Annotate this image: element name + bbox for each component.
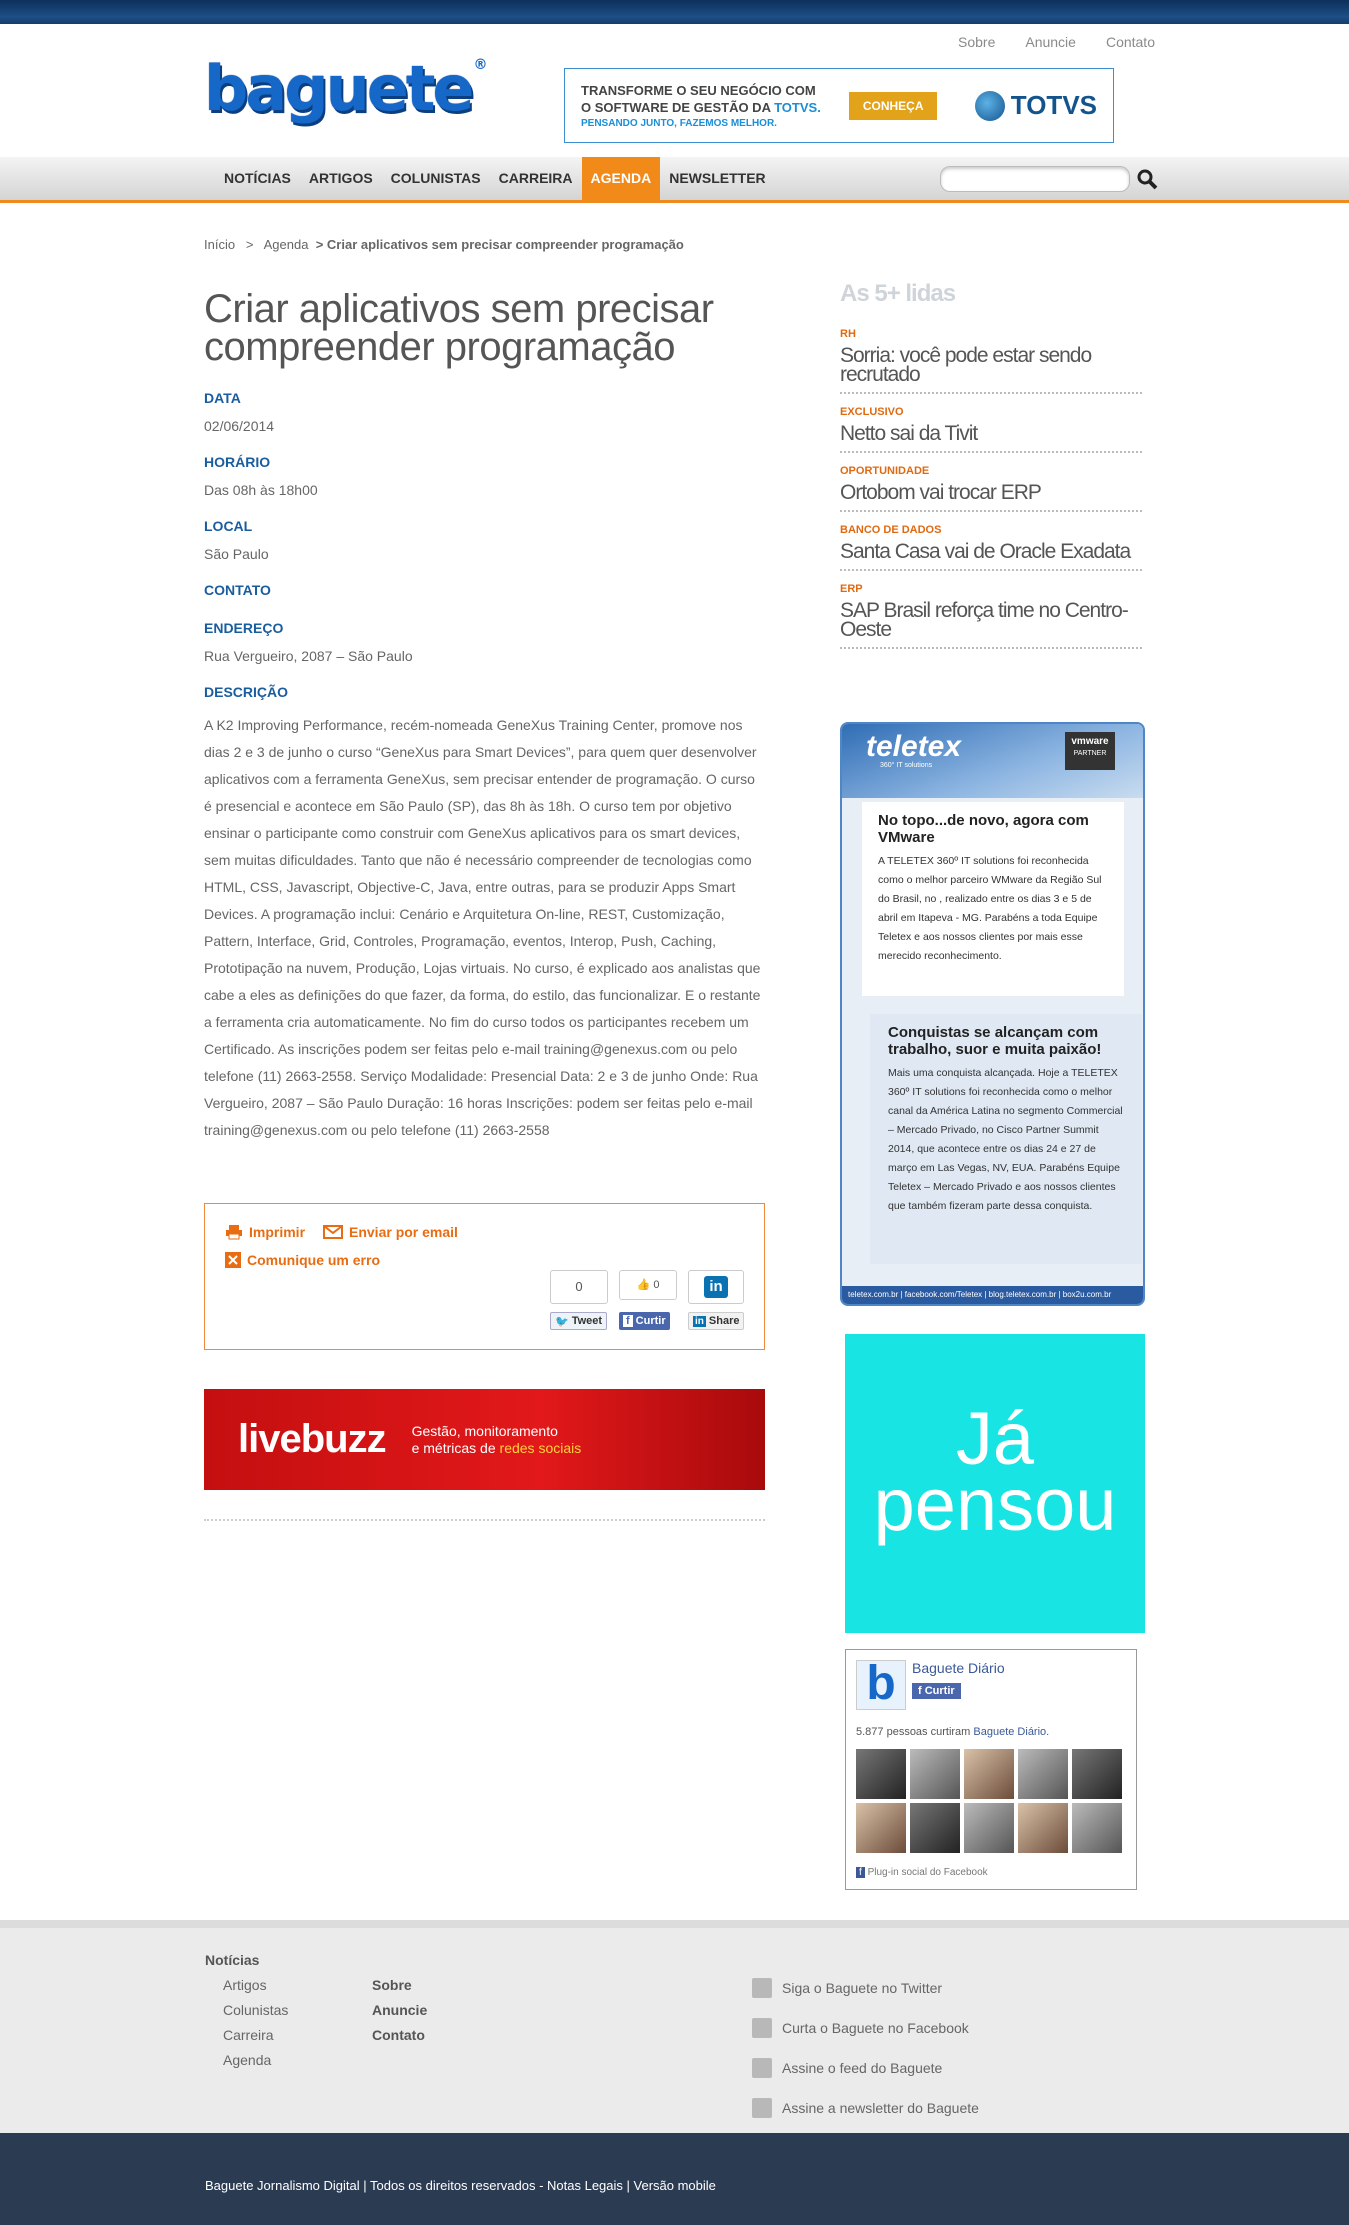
facebook-like-count: 5.877 pessoas curtiram Baguete Diário. xyxy=(856,1726,1050,1738)
twitter-icon xyxy=(752,1978,772,1998)
copyright-bar xyxy=(0,2133,1349,2225)
livebuzz-banner-ad[interactable] xyxy=(204,1389,765,1490)
endereco-label: ENDEREÇO xyxy=(204,620,284,636)
baguete-logo[interactable]: baguete ® xyxy=(204,52,485,125)
vmware-partner-badge: vmware PARTNER xyxy=(1065,732,1115,770)
most-read-item[interactable]: EXCLUSIVO Netto sai da Tivit xyxy=(840,394,1142,453)
horario-value: Das 08h às 18h00 xyxy=(204,482,318,498)
share-box xyxy=(204,1203,765,1350)
footer-sobre[interactable]: Sobre xyxy=(372,1977,412,1993)
divider xyxy=(204,1519,765,1521)
avatar[interactable] xyxy=(910,1749,960,1799)
like-button[interactable]: f Curtir xyxy=(619,1312,670,1330)
like-count: 👍 0 xyxy=(619,1270,677,1300)
avatar[interactable] xyxy=(1018,1749,1068,1799)
ad-tagline: PENSANDO JUNTO, FAZEMOS MELHOR. xyxy=(581,118,777,129)
toplink-contato[interactable]: Contato xyxy=(1105,34,1155,50)
ad-conheca-button[interactable]: CONHEÇA xyxy=(849,92,938,120)
nav-colunistas[interactable]: COLUNISTAS xyxy=(390,170,481,186)
facebook-link[interactable]: Curta o Baguete no Facebook xyxy=(752,2008,979,2048)
facebook-small-icon: f xyxy=(856,1867,865,1878)
footer-anuncie[interactable]: Anuncie xyxy=(372,2002,428,2018)
most-read-item[interactable]: RH Sorria: você pode estar sendo recrutado xyxy=(840,308,1142,394)
ja-pensou-ad[interactable]: Já pensou xyxy=(845,1334,1145,1633)
baguete-diario-avatar[interactable]: b xyxy=(856,1660,906,1710)
printer-icon xyxy=(225,1224,243,1240)
facebook-plugin-credit[interactable]: f Plug-in social do Facebook xyxy=(856,1867,988,1878)
page-title: Criar aplicativos sem precisar compreender programação xyxy=(204,287,714,369)
most-read-title: As 5+ lidas xyxy=(840,280,956,307)
rss-link[interactable]: Assine o feed do Baguete xyxy=(752,2048,979,2088)
top-links xyxy=(958,34,1155,50)
tweet-count: 0 xyxy=(550,1270,608,1304)
email-link[interactable]: Enviar por email xyxy=(323,1224,458,1240)
nav-newsletter[interactable]: NEWSLETTER xyxy=(669,170,766,186)
rss-icon xyxy=(752,2058,772,2078)
most-read-item[interactable]: BANCO DE DADOS Santa Casa vai de Oracle Exadata xyxy=(840,512,1142,571)
top-stripe xyxy=(0,0,1349,24)
footer-colunistas[interactable]: Colunistas xyxy=(223,2002,289,2018)
search-input[interactable] xyxy=(940,166,1130,192)
twitter-link[interactable]: Siga o Baguete no Twitter xyxy=(752,1968,979,2008)
footer-noticias[interactable]: Notícias xyxy=(205,1952,260,1968)
linkedin-share-button[interactable]: in Share xyxy=(688,1312,744,1330)
contato-label: CONTATO xyxy=(204,582,271,598)
avatar[interactable] xyxy=(1018,1803,1068,1853)
horario-label: HORÁRIO xyxy=(204,454,271,470)
descricao-text: A K2 Improving Performance, recém-nomeada GeneXus Training Center, promove nos dias 2 e 3 de junho o curso “GeneXus para Smart Devices”, para quem quer desenvolver aplicativos com a ferramenta GeneXus, sem precisar entender de programação. O curso é presencial e acontece em São Paulo (SP), das 8h às 18h. O curso tem por objetivo ensinar o participante como construir com GeneXus aplicativos para os smart devices, sem muitas dificuldades. Tanto que não é necessário compreender de tecnologias como HTML, CSS, Javascript, Objective-C, Java, entre outras, para se produzir Apps Smart Devices. A programação inclui: Cenário e Arquitetura On-line, REST, Customização, Pattern, Interface, Grid, Controles, Programação, eventos, Interop, Push, Caching, Prototipação na nuvem, Produção, Lojas virtuais. No curso, é explicado aos analistas que cabe a eles as definições do que fazer, da forma, do estilo, das funcionalizar. E o restante a ferramenta cria automaticamente. No fim do curso todos os participantes recebem um Certificado. As inscrições podem ser feitas pelo e-mail training@genexus.com ou pelo telefone (11) 2663-2558. Serviço Modalidade: Presencial Data: 2 e 3 de junho Onde: Rua Vergueiro, 2087 – São Paulo Duração: 16 horas Inscrições: podem ser feitas pelo e-mail training@genexus.com ou pelo telefone (11) 2663-2558 xyxy=(204,717,761,1138)
avatar[interactable] xyxy=(964,1803,1014,1853)
totvs-brand: TOTVS xyxy=(975,90,1097,121)
teletex-news-1: No topo...de novo, agora com VMware A TELETEX 360º IT solutions foi reconhecida como o melhor parceiro WMware da Região Sul do Brasil, no , realizado entre os dias 3 e 5 de abril em Itapeva - MG. Parabéns a toda Equipe Teletex e aos nossos clientes por mais esse merecido reconhecimento. xyxy=(862,802,1124,996)
teletex-footer-links: teletex.com.br | facebook.com/Teletex | blog.teletex.com.br | box2u.com.br xyxy=(842,1286,1143,1304)
ad-text: TRANSFORME O SEU NEGÓCIO COM O SOFTWARE DE GESTÃO DA TOTVS. xyxy=(581,83,821,115)
livebuzz-logo: livebuzz xyxy=(238,1417,386,1461)
local-label: LOCAL xyxy=(204,518,253,534)
footer-contato[interactable]: Contato xyxy=(372,2027,425,2043)
nav-artigos[interactable]: ARTIGOS xyxy=(308,170,373,186)
linkedin-count-box xyxy=(688,1270,744,1304)
facebook-like-box xyxy=(845,1649,1137,1890)
facebook-icon xyxy=(752,2018,772,2038)
data-label: DATA xyxy=(204,390,241,406)
local-value: São Paulo xyxy=(204,546,269,562)
mail-icon xyxy=(752,2098,772,2118)
search-icon[interactable] xyxy=(1136,168,1158,190)
footer-social xyxy=(752,1968,979,2128)
teletex-news-2: Conquistas se alcançam com trabalho, suor e muita paixão! Mais uma conquista alcançada. Hoje a TELETEX 360º IT solutions foi reconhecida como o melhor canal da América Latina no segmento Commercial – Mercado Privado, no Cisco Partner Summit 2014, que acontece entre os dias 24 e 27 de março em Las Vegas, NV, EUA. Parabéns Equipe Teletex – Mercado Privado e aos nossos clientes que também fizeram parte dessa conquista. xyxy=(870,1014,1142,1264)
avatar[interactable] xyxy=(1072,1749,1122,1799)
facebook-f-icon: f xyxy=(918,1685,922,1697)
avatar[interactable] xyxy=(1072,1803,1122,1853)
nav-noticias[interactable]: NOTÍCIAS xyxy=(224,170,291,186)
endereco-value: Rua Vergueiro, 2087 – São Paulo xyxy=(204,648,413,664)
error-x-icon xyxy=(225,1252,241,1268)
report-error-link[interactable]: Comunique um erro xyxy=(225,1252,380,1268)
event-details xyxy=(204,390,764,1144)
teletex-slogan: 360° IT solutions xyxy=(880,762,933,769)
thumbs-up-icon: 👍 xyxy=(636,1279,651,1291)
breadcrumb-current: > Criar aplicativos sem precisar compreender programação xyxy=(315,237,684,252)
most-read-item[interactable]: OPORTUNIDADE Ortobom vai trocar ERP xyxy=(840,453,1142,512)
footer-carreira[interactable]: Carreira xyxy=(223,2027,274,2043)
totvs-logo-icon xyxy=(975,91,1005,121)
data-value: 02/06/2014 xyxy=(204,418,275,434)
avatar[interactable] xyxy=(856,1749,906,1799)
nav-carreira[interactable]: CARREIRA xyxy=(498,170,573,186)
toplink-sobre[interactable]: Sobre xyxy=(958,34,996,50)
newsletter-link[interactable]: Assine a newsletter do Baguete xyxy=(752,2088,979,2128)
avatar[interactable] xyxy=(910,1803,960,1853)
toplink-anuncie[interactable]: Anuncie xyxy=(1025,34,1076,50)
twitter-bird-icon: 🐦 xyxy=(555,1315,569,1328)
facebook-f-icon: f xyxy=(623,1315,633,1327)
avatar[interactable] xyxy=(964,1749,1014,1799)
breadcrumb-agenda[interactable]: Agenda xyxy=(263,237,309,252)
facebook-like-button[interactable]: f Curtir xyxy=(912,1683,961,1699)
tweet-button[interactable]: 🐦 Tweet xyxy=(550,1312,607,1330)
footer-artigos[interactable]: Artigos xyxy=(223,1977,267,1993)
descricao-label: DESCRIÇÃO xyxy=(204,684,289,700)
footer-agenda[interactable]: Agenda xyxy=(223,2052,272,2068)
copyright-text[interactable]: Baguete Jornalismo Digital | Todos os direitos reservados - Notas Legais | Versão mobile xyxy=(205,2178,716,2193)
most-read-item[interactable]: ERP SAP Brasil reforça time no Centro-Oeste xyxy=(840,571,1142,649)
livebuzz-tagline: Gestão, monitoramento e métricas de redes sociais xyxy=(411,1422,582,1456)
teletex-ad[interactable] xyxy=(840,722,1145,1306)
facebook-faces xyxy=(856,1749,1122,1853)
main-navigation xyxy=(0,157,1349,203)
teletex-logo: teletex xyxy=(866,730,962,763)
facebook-page-name[interactable]: Baguete Diário xyxy=(912,1660,1005,1676)
print-link[interactable]: Imprimir xyxy=(225,1224,305,1240)
footer xyxy=(0,1920,1349,2133)
nav-agenda[interactable]: AGENDA xyxy=(582,157,661,200)
breadcrumb xyxy=(204,237,684,252)
breadcrumb-home[interactable]: Início xyxy=(204,237,236,252)
totvs-banner-ad[interactable] xyxy=(564,68,1114,143)
linkedin-small-icon: in xyxy=(695,1315,704,1327)
envelope-icon xyxy=(323,1225,343,1239)
avatar[interactable] xyxy=(856,1803,906,1853)
linkedin-icon: in xyxy=(704,1276,728,1298)
most-read-widget xyxy=(840,280,1142,649)
breadcrumb-separator: > xyxy=(245,237,254,252)
